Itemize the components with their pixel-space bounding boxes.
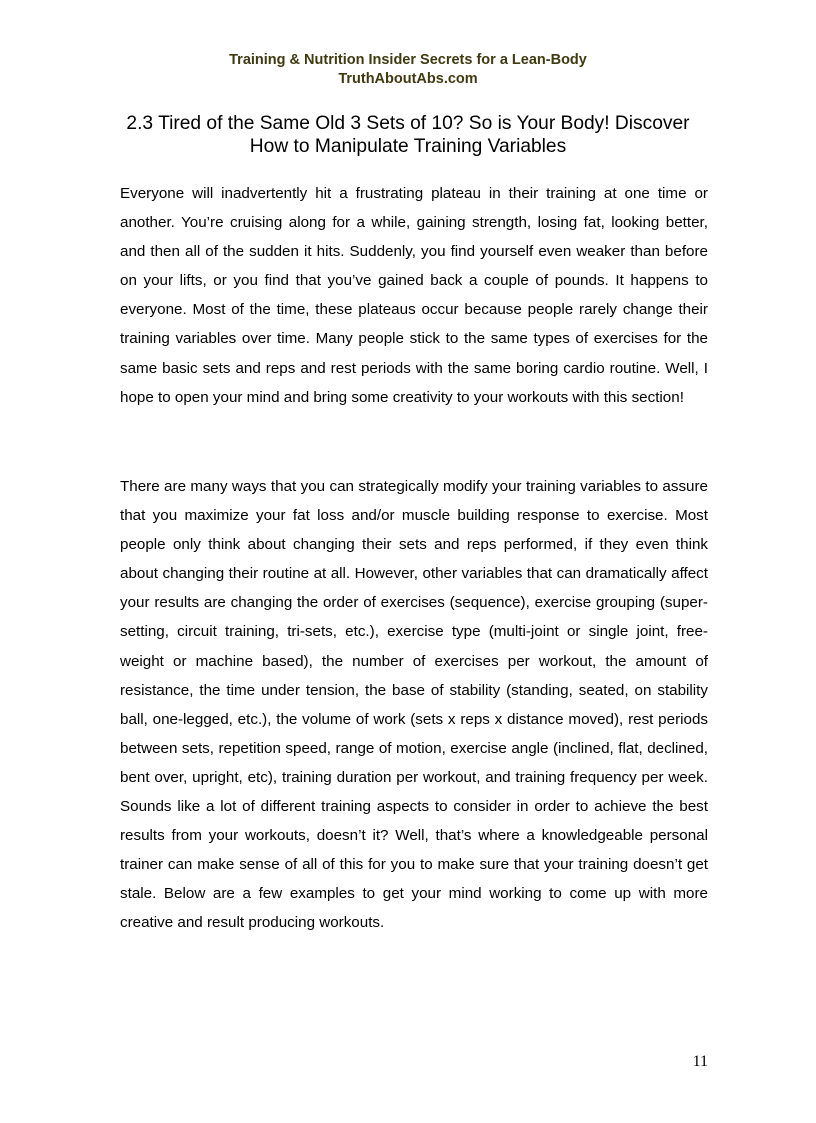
running-header bbox=[0, 51, 816, 89]
section-title bbox=[100, 112, 716, 158]
section-title-line-2: How to Manipulate Training Variables bbox=[249, 136, 567, 157]
section-title-line-1: 2.3 Tired of the Same Old 3 Sets of 10? So is Your Body! Discover bbox=[126, 113, 690, 134]
header-title: Training & Nutrition Insider Secrets for a Lean-Body bbox=[229, 52, 587, 68]
body-paragraph-2: There are many ways that you can strategically modify your training variables to assure that you maximize your fat loss and/or muscle building response to exercise. Most people only think about changing their sets and reps performed, if they even think about changing their routine at all. However, other variables that can dramatically affect your results are changing the order of exercises (sequence), exercise grouping (super-setting, circuit training, tri-sets, etc.), exercise type (multi-joint or single joint, free-weight or machine based), the number of exercises per workout, the amount of resistance, the time under tension, the base of stability (standing, seated, on stability ball, one-legged, etc.), the volume of work (sets x reps x distance moved), rest periods between sets, repetition speed, range of motion, exercise angle (inclined, flat, declined, bent over, upright, etc), training duration per workout, and training frequency per week. Sounds like a lot of different training aspects to consider in order to achieve the best results from your workouts, doesn’t it? Well, that’s where a knowledgeable personal trainer can make sense of all of this for you to make sure that your training doesn’t get stale. Below are a few examples to get your mind working to come up with more creative and result producing workouts. bbox=[120, 478, 708, 932]
body-paragraph-1: Everyone will inadvertently hit a frustrating plateau in their training at one time or another. You’re cruising along for a while, gaining strength, losing fat, looking better, and then all of the sudden it hits. Suddenly, you find yourself even weaker than before on your lifts, or you find that you’ve gained back a couple of pounds. It happens to everyone. Most of the time, these plateaus occur because people rarely change their training variables over time. Many people stick to the same types of exercises for the same basic sets and reps and rest periods with the same boring cardio routine. Well, I hope to open your mind and bring some creativity to your workouts with this section! bbox=[120, 185, 708, 406]
header-website: TruthAboutAbs.com bbox=[338, 71, 478, 87]
page-number: 11 bbox=[692, 1053, 708, 1070]
